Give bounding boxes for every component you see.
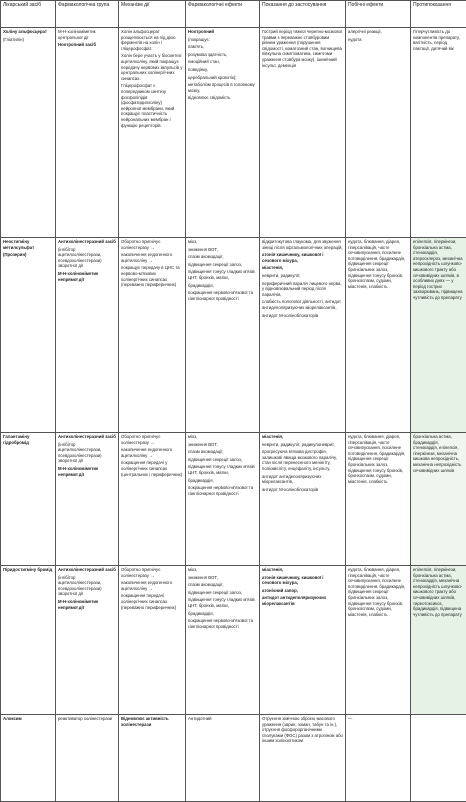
cell-mechanism xyxy=(119,715,186,802)
indication-text: атонія кишечнику, кишкової і сечового міхура, xyxy=(262,252,343,263)
header-contraindications: Протипоказання xyxy=(411,1,466,28)
group-text: (інгібітор ацетилхолінестерази, псевдохолінестерази) зворотної дії xyxy=(58,575,116,597)
cell-mechanism xyxy=(119,28,186,238)
cell-group xyxy=(56,715,119,802)
drug-brand: (Гліатилін) xyxy=(3,37,53,43)
group-text: реактиватор холінестерази xyxy=(58,716,116,722)
group-text: Антихолінестеразний засіб xyxy=(58,567,116,573)
indication-text: відкритокутова глаукома, для звуження зіниці після офтальмологічних операцій, xyxy=(262,239,343,250)
header-indications: Показання до застосування xyxy=(260,1,346,28)
drug-name: Неостигміну метилсульфат xyxy=(3,239,53,250)
mechanism-text: Холін бере участь у біосинтезі ацетилхоліну, який покращує передачу нервових імпульсів у центральних холінергічних синапсах. xyxy=(121,53,183,81)
cell-drug xyxy=(1,28,56,238)
contra-text: епілепсія, гіперкінези, бронхіальна астма, стенокардія, атеросклероз, механічна непрохідність шлунково-кишкового тракту або сечовивідних шляхів, в особливих днях — у період гострих захворювань, підвищена чутливість до препарату xyxy=(413,239,464,301)
indication-text: атонічний запор, xyxy=(262,588,343,594)
cell-effects xyxy=(186,566,260,715)
mechanism-text: Холін альфосцерат розщеплюється на під дією ферментів на холін і гліцерофосфат. xyxy=(121,29,183,51)
mechanism-text: Відновлює активність холінестерази xyxy=(121,716,183,727)
drug-name: Піридостигміну бромід xyxy=(3,567,53,573)
header-group: Фармакологічна група xyxy=(56,1,119,28)
cell-indications xyxy=(260,566,346,715)
table-row xyxy=(1,715,466,802)
effect-item: Антидотний xyxy=(188,716,257,722)
cell-indications xyxy=(260,238,346,433)
indication-text: Отруєння хімічною зброєю масового ураження (зарин, зоман, табун та ін.), отруєння фосфорорганічними сполуками (ФОС) разом з атропіном або іншим холінолітиком xyxy=(262,716,343,744)
table-row xyxy=(1,238,466,433)
mechanism-text: Оборотно пригнічує холінестеразу → xyxy=(121,434,183,445)
indication-text: антидот антидеполяризуючих міорелаксантів xyxy=(262,595,343,606)
cell-mechanism xyxy=(119,433,186,566)
group-text: Ноотропний засіб xyxy=(58,42,116,48)
indication-text: атонія кишечнику, кишкової і сечового міхура, xyxy=(262,575,343,586)
contra-text: епілепсія, гіперкінези, бронхіальна астма, стенокардія, механічна непрохідність шлунково-кишкового тракту або сечовивідних шляхів, тиреотоксикоз, брадикардія, підвищена чутливість до препарату xyxy=(413,567,464,617)
cell-contraindications xyxy=(411,238,466,433)
mechanism-text: Оборотно пригнічує холінестеразу → xyxy=(121,567,183,578)
cell-contraindications xyxy=(411,28,466,238)
effect-item: розумова здатність, xyxy=(188,52,257,58)
effect-item: відновлює свідомість xyxy=(188,95,257,101)
effect-item: підвищення тонусу гладких м'язів ЦНТ, бронхів, матки, xyxy=(188,269,257,280)
effect-item: покращення нервово-м'язової та гангліонарної провідності xyxy=(188,485,257,496)
header-mechanism: Механізм дії xyxy=(119,1,186,28)
header-side-effects: Побічні ефекти xyxy=(346,1,411,28)
effect-item: зниження ВОТ, xyxy=(188,442,257,448)
effect-item: покращення нервово-м'язової та гангліонарної провідності xyxy=(188,618,257,629)
cell-indications xyxy=(260,715,346,802)
cell-side-effects xyxy=(346,238,411,433)
header-drug: Лікарський засіб xyxy=(1,1,56,28)
side-effect-text: нудота, блювання, діарея, гіперсалівація, часте сечовипускання, посилене потовиділення, брадикардія, підвищення секреції бронхіальних залоз, підвищення тонусу бронхів, бронхоспазм, судоми, міастенія, слабкість xyxy=(348,567,408,617)
effect-item: спазм акомодації, xyxy=(188,582,257,588)
side-effect-text: нудота, блювання, діарея, гіперсалівація, часте сечовипускання, посилене потовиділення, брадикардія, підвищення секреції бронхіальних залоз, підвищення тонусу бронхів, бронхоспазм, судоми, міастенія, слабкість xyxy=(348,434,408,484)
drug-name: Алоксим xyxy=(3,716,53,722)
indication-text: антидот М-холіноблокаторів xyxy=(262,313,343,319)
cell-drug xyxy=(1,566,56,715)
group-text: М-Н-холіноміметик центральної дії xyxy=(58,29,116,40)
cell-side-effects xyxy=(346,566,411,715)
effect-item: міоз, xyxy=(188,567,257,573)
drug-name: Галантаміну гідробромід xyxy=(3,434,53,445)
effect-item: зниження ВОТ, xyxy=(188,575,257,581)
group-text: Антихолінестеразний засіб xyxy=(58,434,116,440)
drug-name: Холіну альфосцерат xyxy=(3,29,53,35)
group-text: М-Н-холіноміметик непрямої дії xyxy=(58,466,116,477)
effect-item: підвищення тонусу гладких м'язів ЦНТ, бронхів, матки, xyxy=(188,597,257,608)
side-effect-text: нудота, блювання, діарея, гіперсалівація, часте сечовипускання, посилене потовиділення, брадикардія, підвищення секреції бронхіальних залоз, підвищення тонусу бронхів, бронхоспазм, судоми, міастенія, слабкість xyxy=(348,239,408,289)
header-row xyxy=(1,1,466,28)
group-text: (інгібітор ацетилхолінестерази, псевдохолінестерази) зворотної дії xyxy=(58,442,116,464)
cell-effects xyxy=(186,433,260,566)
effect-item: метаболізм процесів в головному мозку, xyxy=(188,82,257,93)
mechanism-text: покращення передачі у холінергічних синапсах (центральних і периферичних) xyxy=(121,460,183,477)
indication-text: антидот М-холіноблокаторів xyxy=(262,487,343,493)
indication-text: прогресуюча м'язова дистрофія, залишкові явища мозкового паралічу, стан після перенесеного менінгіту, поліомієліту, енцефаліту, інсульту, xyxy=(262,449,343,471)
cell-drug xyxy=(1,238,56,433)
indication-text: міастенія, xyxy=(262,567,343,573)
effect-item: підвищення тонусу гладких м'язів ЦНТ, бронхів, матки, xyxy=(188,464,257,475)
group-text: (інгібітор ацетилхолінестерази, псевдохолінестерази) зворотної дії xyxy=(58,247,116,269)
mechanism-text: накопичення ендогенного ацетилхоліну → xyxy=(121,252,183,263)
contra-text: Гіперчутливість до компонентів препарату, вагітність, період лактації, дитячий вік xyxy=(413,29,464,51)
table-row xyxy=(1,28,466,238)
mechanism-text: покращення передачі холінергічних синапсах (переважно периферичних) xyxy=(121,593,183,610)
effect-item: брадикардія, xyxy=(188,611,257,617)
indication-text: неврити, радикуліт, xyxy=(262,273,343,279)
cell-indications xyxy=(260,28,346,238)
cell-drug xyxy=(1,433,56,566)
effect-item: поведінку, xyxy=(188,67,257,73)
indication-text: антидот антидеполяризуючих міорелаксантів, xyxy=(262,474,343,485)
cell-contraindications xyxy=(411,715,466,802)
effect-item: підвищення секреції залоз, xyxy=(188,262,257,268)
cell-group xyxy=(56,433,119,566)
mechanism-text: Гліцерофосфат є попередником синтезу фосфоліпідів (фосфатидилхоліну) нейронної мембрани, який покращує пластичність нейрональних мембран і функцію рецепторів. xyxy=(121,83,183,128)
effect-item: зниження ВОТ, xyxy=(188,247,257,253)
cell-effects xyxy=(186,715,260,802)
cell-group xyxy=(56,28,119,238)
effect-item: спазм акомодації, xyxy=(188,254,257,260)
indication-text: Гострий період тяжкої черепно-мозкової травми з переважно стовбуровим рівнем ураження (порушення свідомості, коматозний стан, вогнищева півкульна симптоматика, симптоми ураження стовбура мозку), ішемічний інсульт, деменція xyxy=(262,29,343,68)
cell-drug xyxy=(1,715,56,802)
group-text: М-Н-холіноміметик непрямої дії xyxy=(58,599,116,610)
mechanism-text: накопичення ендогенного ацетилхоліну → xyxy=(121,447,183,458)
indication-text: міастенія, xyxy=(262,265,343,271)
effect-item: емоційний стан, xyxy=(188,59,257,65)
group-text: М-Н-холіноміметик непрямої дії xyxy=(58,271,116,282)
effect-item: спазм акомодації, xyxy=(188,449,257,455)
effect-item: пам'ять, xyxy=(188,44,257,50)
cell-group xyxy=(56,238,119,433)
effect-item: Ноотропний xyxy=(188,29,257,35)
indication-text: слабкість пологової діяльності, антидот антидеполяризуючих міорелаксантів, xyxy=(262,299,343,310)
group-text: Антихолінестеразний засіб xyxy=(58,239,116,245)
cell-contraindications xyxy=(411,433,466,566)
indication-text: міастенія, xyxy=(262,434,343,440)
indication-text: неврити, радикуліт, радикулоневрит, xyxy=(262,442,343,448)
cell-contraindications xyxy=(411,566,466,715)
cell-group xyxy=(56,566,119,715)
mechanism-text: накопичення ендогенного ацетилхоліну → xyxy=(121,580,183,591)
contra-text: бронхіальна астма, брадикардія, стенокардія, епілепсія, гіперкінези, механічна кишкова непрохідність, механічна непрохідність сечовивідних шляхів xyxy=(413,434,464,473)
table-row xyxy=(1,433,466,566)
effect-item: брадикардія, xyxy=(188,478,257,484)
effect-item: (покращує: xyxy=(188,37,257,43)
effect-item: міоз, xyxy=(188,434,257,440)
header-effects: Фармакологічні ефекти xyxy=(186,1,260,28)
effect-item: міоз, xyxy=(188,239,257,245)
cell-side-effects xyxy=(346,715,411,802)
cell-side-effects xyxy=(346,28,411,238)
side-effect-text: алергічні реакції, xyxy=(348,29,408,35)
effect-item: церебральний кровотік); xyxy=(188,75,257,81)
cell-effects xyxy=(186,28,260,238)
cell-mechanism xyxy=(119,566,186,715)
effect-item: підвищення секреції залоз, xyxy=(188,457,257,463)
mechanism-text: покращує передачу в ЦНС та нервово-м'язових холінергічних синапсах (переважно периферичних) xyxy=(121,265,183,287)
side-effect-text: нудота xyxy=(348,37,408,43)
effect-item: брадикардія, xyxy=(188,283,257,289)
side-effect-text: — xyxy=(348,716,408,722)
indication-text: периферичний параліч лицевого нерва, у відновлювальний період після паралічів, xyxy=(262,281,343,298)
effect-item: підвищення секреції залоз, xyxy=(188,590,257,596)
table-row xyxy=(1,566,466,715)
effect-item: покращення нервово-м'язової та гангліонарної провідності xyxy=(188,290,257,301)
cell-side-effects xyxy=(346,433,411,566)
cell-effects xyxy=(186,238,260,433)
cell-indications xyxy=(260,433,346,566)
mechanism-text: Оборотно пригнічує холінестеразу → xyxy=(121,239,183,250)
drug-brand: (Прозерин) xyxy=(3,252,53,258)
cell-mechanism xyxy=(119,238,186,433)
